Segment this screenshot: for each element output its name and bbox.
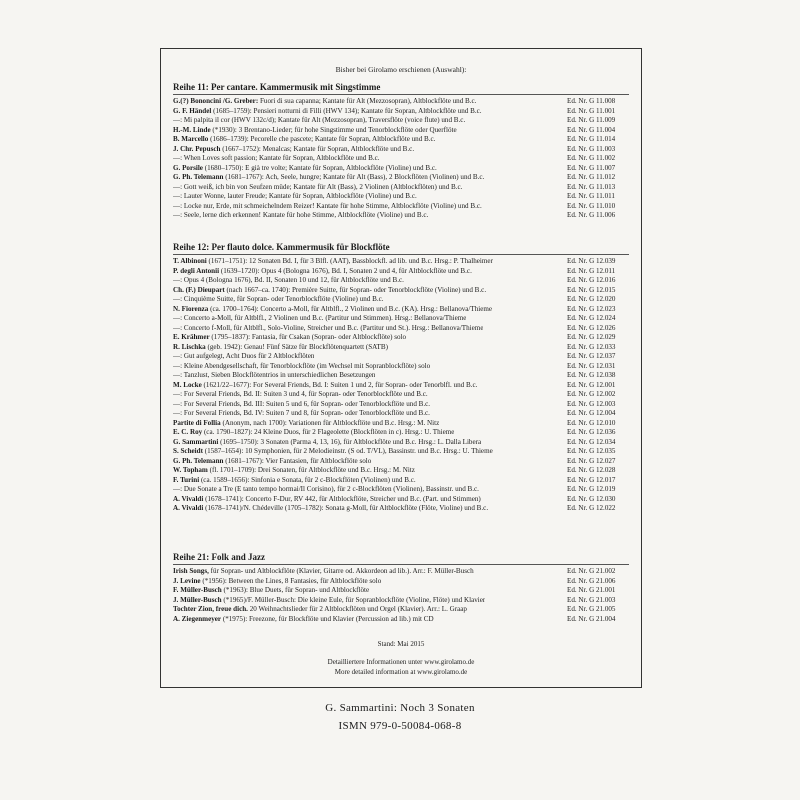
catalog-entry xyxy=(173,457,629,467)
entry-text: (1587–1654): 10 Symphonien, für 2 Melodieinstr. (S od. T/VL), Bassinstr. und B.c. Hrsg.: U. Thieme xyxy=(202,447,493,455)
entry-text: (1680–1750): E già tre volte; Kantate für Sopran, Altblockflöte (Violine) und B.c. xyxy=(202,163,437,172)
entry-text: —: Kleine Abendgesellschaft, für Tenorblockflöte (im Wechsel mit Sopranblockflöte) solo xyxy=(173,361,431,370)
catalog-entry xyxy=(173,173,629,183)
entry-text: (*1963): Blue Duets, für Sopran- und Altblockflöte xyxy=(221,586,370,594)
catalog-entry xyxy=(173,333,629,343)
entry-description xyxy=(173,428,454,438)
entry-description xyxy=(173,476,416,486)
edition-number: Ed. Nr. G 12.036 xyxy=(567,428,616,436)
entry-composer: M. Locke xyxy=(173,380,202,389)
catalog-entry xyxy=(173,485,629,495)
entry-text: (1681–1767): Ach, Seele, hungre; Kantate für Alt (Bass), 2 Blockflöten (Violinen) und B.c. xyxy=(223,173,485,181)
catalog-entry xyxy=(173,343,629,353)
entry-description xyxy=(173,466,415,476)
entry-description xyxy=(173,485,479,495)
entry-description xyxy=(173,154,380,164)
edition-number: Ed. Nr. G 12.034 xyxy=(567,437,616,446)
section-divider xyxy=(173,94,629,95)
entry-composer: E. C. Roy xyxy=(173,428,203,436)
catalog-entry xyxy=(173,135,629,145)
entry-composer: E. Krähmer xyxy=(173,333,210,341)
edition-number: Ed. Nr. G 12.038 xyxy=(567,371,616,379)
entry-description xyxy=(173,596,485,606)
entry-text: (1685–1759): Pensieri notturni di Filli (HWV 134); Kantate für Sopran, Altblockflöte und B.c. xyxy=(211,106,482,115)
entry-text: (ca. 1700–1764): Concerto a-Moll, für Altblfl., 2 Violinen und B.c. (KA). Hrsg.: Bellanova/Thieme xyxy=(208,304,493,313)
edition-number: Ed. Nr. G 12.035 xyxy=(567,447,616,455)
catalog-frame xyxy=(160,48,642,688)
edition-number: Ed. Nr. G 12.031 xyxy=(567,361,616,370)
entry-text: —: For Several Friends, Bd. III: Suiten 5 und 6, für Sopran- oder Tenorblockflöte und B.c. xyxy=(173,399,431,408)
entry-text: (fl. 1701–1709): Drei Sonaten, für Altblockflöte und B.c. Hrsg.: M. Nitz xyxy=(207,466,415,474)
intro-text: Bisher bei Girolamo erschienen (Auswahl): xyxy=(335,65,467,74)
edition-number: Ed. Nr. G 11.012 xyxy=(567,173,616,181)
entry-description xyxy=(173,352,314,362)
edition-number: Ed. Nr. G 12.016 xyxy=(567,276,616,284)
entry-description xyxy=(173,295,384,305)
edition-number: Ed. Nr. G 11.013 xyxy=(567,182,616,191)
catalog-entry xyxy=(173,371,629,381)
catalog-entry xyxy=(173,286,629,296)
entry-description xyxy=(173,211,428,221)
edition-number: Ed. Nr. G 12.019 xyxy=(567,485,616,493)
entry-composer: T. Albinoni xyxy=(173,257,207,265)
catalog-entry xyxy=(173,295,629,305)
entry-description xyxy=(173,371,375,381)
section-title: Reihe 21: Folk and Jazz xyxy=(173,552,265,562)
catalog-entry xyxy=(173,164,629,174)
catalog-entry xyxy=(173,97,629,107)
catalog-entry xyxy=(173,257,629,267)
edition-number: Ed. Nr. G 12.022 xyxy=(567,504,616,512)
footer-ismn: ISMN 979-0-50084-068-8 xyxy=(338,720,462,732)
entry-description xyxy=(173,362,430,372)
entry-description xyxy=(173,567,474,577)
entry-composer: P. degli Antonii xyxy=(173,266,220,275)
entry-composer: H.-M. Linde xyxy=(173,125,211,134)
entry-text: (1667–1752): Menalcas; Kantate für Sopran, Altblockflöte und B.c. xyxy=(220,144,415,153)
edition-number: Ed. Nr. G 21.004 xyxy=(567,614,616,623)
entry-description xyxy=(173,116,465,126)
catalog-entry xyxy=(173,324,629,334)
entry-composer: G. Ph. Telemann xyxy=(173,456,224,465)
entry-description xyxy=(173,107,482,117)
entry-description xyxy=(173,381,477,391)
entry-description xyxy=(173,126,457,136)
entry-text: (1678–1741): Concerto F-Dur, RV 442, für Altblockflöte, Streicher und B.c. (Part. und Stimmen) xyxy=(203,494,481,503)
more-info xyxy=(161,657,641,677)
section-reihe-11 xyxy=(173,81,629,221)
entry-text: (*1965)/F. Müller-Busch: Die kleine Eule, für Sopranblockflöte (Violine, Flöte) und Klavier xyxy=(221,595,486,604)
entry-text: (1695–1750): 3 Sonaten (Parma 4, 13, 16), für Altblockflöte und B.c. Hrsg.: L. Dalla Libera xyxy=(218,437,482,446)
edition-number: Ed. Nr. G 12.028 xyxy=(567,466,616,474)
entry-description xyxy=(173,605,467,615)
edition-number: Ed. Nr. G 11.014 xyxy=(567,135,616,143)
entry-text: Fuori di sua capanna; Kantate für Alt (Mezzosopran), Altblockflöte und B.c. xyxy=(258,97,477,105)
catalog-entry xyxy=(173,596,629,606)
entry-description xyxy=(173,586,369,596)
entry-text: —: Concerto f-Moll, für Altblfl., Solo-Violine, Streicher und B.c. (Partitur und St.). Hrsg.: Bellanova/Thieme xyxy=(173,323,484,332)
catalog-entry xyxy=(173,107,629,117)
catalog-entry xyxy=(173,202,629,212)
entry-text: (ca. 1589–1656): Sinfonia e Sonata, für 2 c-Blockflöten (Violinen) und B.c. xyxy=(199,475,416,484)
entry-description xyxy=(173,577,381,587)
edition-number: Ed. Nr. G 11.009 xyxy=(567,116,616,124)
entry-description xyxy=(173,390,428,400)
edition-number: Ed. Nr. G 21.002 xyxy=(567,567,616,575)
catalog-entry xyxy=(173,466,629,476)
catalog-entry xyxy=(173,605,629,615)
edition-number: Ed. Nr. G 12.037 xyxy=(567,352,616,360)
entry-description xyxy=(173,324,483,334)
entry-composer: B. Marcello xyxy=(173,135,209,143)
entry-text: (1639–1720): Opus 4 (Bologna 1676), Bd. I, Sonaten 2 und 4, für Altblockflöte und B.c. xyxy=(219,266,472,275)
entry-description xyxy=(173,97,476,107)
edition-number: Ed. Nr. G 21.003 xyxy=(567,595,616,604)
entry-description xyxy=(173,286,486,296)
entry-text: (1681–1767): Vier Fantasien, für Altblockflöte solo xyxy=(223,456,372,465)
catalog-entry xyxy=(173,362,629,372)
entry-description xyxy=(173,447,493,457)
entry-description xyxy=(173,419,439,429)
catalog-entry xyxy=(173,126,629,136)
edition-number: Ed. Nr. G 21.005 xyxy=(567,605,616,613)
edition-number: Ed. Nr. G 11.004 xyxy=(567,125,616,134)
entry-composer: J. Müller-Busch xyxy=(173,595,222,604)
entry-text: 20 Weihnachtslieder für 2 Altblockflöten und Orgel (Klavier). Arr.: L. Graap xyxy=(247,605,467,613)
edition-number: Ed. Nr. G 11.003 xyxy=(567,144,616,153)
entry-description xyxy=(173,173,484,183)
entry-text: —: Lauter Wonne, lauter Freude; Kantate für Sopran, Altblockflöte (Violine) und B.c. xyxy=(173,192,417,200)
entry-composer: A. Vivaldi xyxy=(173,494,204,503)
entry-composer: N. Fiorenza xyxy=(173,304,209,313)
entry-description xyxy=(173,276,404,286)
entry-composer: W. Topham xyxy=(173,466,208,474)
catalog-entry xyxy=(173,419,629,429)
edition-number: Ed. Nr. G 12.011 xyxy=(567,266,616,275)
entry-composer: A. Ziegenmeyer xyxy=(173,614,222,623)
edition-number: Ed. Nr. G 12.029 xyxy=(567,333,616,341)
edition-number: Ed. Nr. G 11.011 xyxy=(567,192,615,200)
edition-number: Ed. Nr. G 11.007 xyxy=(567,163,616,172)
entry-text: —: For Several Friends, Bd. II: Suiten 3 und 4, für Sopran- oder Tenorblockflöte und B.c. xyxy=(173,390,428,398)
entry-composer: A. Vivaldi xyxy=(173,504,204,512)
section-divider xyxy=(173,564,629,565)
entry-text: (Anonym, nach 1700): Variationen für Altblockflöte und B.c. Hrsg.: M. Nitz xyxy=(220,418,440,427)
entry-description xyxy=(173,495,481,505)
catalog-entry xyxy=(173,314,629,324)
edition-number: Ed. Nr. G 21.006 xyxy=(567,576,616,585)
edition-number: Ed. Nr. G 12.002 xyxy=(567,390,616,398)
edition-number: Ed. Nr. G 11.010 xyxy=(567,201,616,210)
edition-number: Ed. Nr. G 12.004 xyxy=(567,409,616,417)
edition-number: Ed. Nr. G 12.001 xyxy=(567,380,616,389)
catalog-entry xyxy=(173,381,629,391)
more-info-en: More detailed information at www.girolamo.de xyxy=(334,668,468,676)
entry-text: —: Opus 4 (Bologna 1676), Bd. II, Sonaten 10 und 12, für Altblockflöte und B.c. xyxy=(173,276,404,284)
edition-number: Ed. Nr. G 12.039 xyxy=(567,257,616,265)
edition-number: Ed. Nr. G 11.008 xyxy=(567,97,616,105)
catalog-entry xyxy=(173,615,629,625)
catalog-entry xyxy=(173,400,629,410)
section-title: Reihe 11: Per cantare. Kammermusik mit Singstimme xyxy=(173,82,381,92)
entry-composer: F. Müller-Busch xyxy=(173,586,222,594)
catalog-entry xyxy=(173,438,629,448)
entry-description xyxy=(173,409,430,419)
edition-number: Ed. Nr. G 21.001 xyxy=(567,586,616,594)
edition-number: Ed. Nr. G 12.010 xyxy=(567,418,616,427)
entry-description xyxy=(173,192,417,202)
entry-text: —: Tanzlust, Sieben Blockflötentrios in unterschiedlichen Besetzungen xyxy=(173,371,376,379)
catalog-entry xyxy=(173,183,629,193)
entry-description xyxy=(173,267,472,277)
entry-text: —: When Loves soft passion; Kantate für Sopran, Altblockflöte und B.c. xyxy=(173,154,380,162)
section-title: Reihe 12: Per flauto dolce. Kammermusik für Blockflöte xyxy=(173,242,390,252)
entry-text: (1678–1741)/N. Chédeville (1705–1782): Sonata g-Moll, für Altblockflöte (Flöte, Violine) und B.c. xyxy=(203,504,489,512)
entry-composer: S. Scheidt xyxy=(173,447,203,455)
catalog-entry xyxy=(173,476,629,486)
catalog-entry xyxy=(173,267,629,277)
entry-composer: Ch. (F.) Dieupart xyxy=(173,285,225,294)
entry-text: (1795–1837): Fantasia, für Csakan (Sopran- oder Altblockflöte) solo xyxy=(209,333,407,341)
entry-description xyxy=(173,135,435,145)
section-divider xyxy=(173,254,629,255)
entry-text: (1671–1751): 12 Sonaten Bd. I, für 3 Blfl. (AAT), Bassblockfl. ad lib. und B.c. Hrsg.: P. Thalheimer xyxy=(206,257,493,265)
edition-number: Ed. Nr. G 12.023 xyxy=(567,304,616,313)
edition-number: Ed. Nr. G 11.001 xyxy=(567,106,616,115)
edition-number: Ed. Nr. G 12.024 xyxy=(567,314,616,322)
edition-number: Ed. Nr. G 12.015 xyxy=(567,285,616,294)
catalog-entry xyxy=(173,305,629,315)
entry-composer: G. Sammartini xyxy=(173,437,219,446)
edition-number: Ed. Nr. G 12.020 xyxy=(567,295,616,303)
entry-description xyxy=(173,343,388,353)
entry-description xyxy=(173,615,434,625)
entry-description xyxy=(173,504,488,514)
entry-text: (nach 1667–ca. 1740): Première Suitte, für Sopran- oder Tenorblockflöte (Violine) und B.c. xyxy=(224,285,487,294)
edition-number: Ed. Nr. G 11.006 xyxy=(567,211,616,219)
catalog-entry xyxy=(173,495,629,505)
entry-text: (geb. 1942): Genau! Fünf Sätze für Blockflötenquartett (SATB) xyxy=(205,342,388,351)
edition-number: Ed. Nr. G 11.002 xyxy=(567,154,616,162)
entry-composer: J. Chr. Pepusch xyxy=(173,144,221,153)
entry-composer: F. Turini xyxy=(173,475,200,484)
catalog-entry xyxy=(173,504,629,514)
entry-description xyxy=(173,305,492,315)
entry-description xyxy=(173,333,406,343)
entry-text: —: Seele, lerne dich erkennen! Kantate für hohe Stimme, Altblockflöte (Violine) und B.c. xyxy=(173,211,429,219)
entry-description xyxy=(173,438,481,448)
entry-text: (*1956): Between the Lines, 8 Fantasies, für Altblockflöte solo xyxy=(200,576,382,585)
catalog-entry xyxy=(173,586,629,596)
catalog-entry xyxy=(173,276,629,286)
catalog-entry xyxy=(173,567,629,577)
entry-description xyxy=(173,457,371,467)
entry-composer: G. Porsile xyxy=(173,163,203,172)
footer-title: G. Sammartini: Noch 3 Sonaten xyxy=(325,702,475,714)
entry-text: —: Cinquième Suitte, für Sopran- oder Tenorblockflöte (Violine) und B.c. xyxy=(173,295,384,303)
catalog-entry xyxy=(173,428,629,438)
entry-text: —: Gut aufgelegt, Acht Duos für 2 Altblockflöten xyxy=(173,352,315,360)
edition-number: Ed. Nr. G 12.026 xyxy=(567,323,616,332)
catalog-entry xyxy=(173,154,629,164)
entry-composer: G. Ph. Telemann xyxy=(173,173,224,181)
edition-number: Ed. Nr. G 12.033 xyxy=(567,342,616,351)
entry-composer: G.(?) Bononcini /G. Greber: xyxy=(173,97,259,105)
entry-composer: Irish Songs, xyxy=(173,567,209,575)
catalog-entry xyxy=(173,447,629,457)
edition-number: Ed. Nr. G 12.030 xyxy=(567,494,616,503)
entry-text: (*1930): 3 Brentano-Lieder; für hohe Singstimme und Tenorblockflöte oder Querflöte xyxy=(210,125,457,134)
entry-description xyxy=(173,183,462,193)
entry-text: —: Locke nur, Erde, mit schmeichelndem Reizer! Kantate für hohe Stimme, Altblockflöte (Violine) und B.c. xyxy=(173,201,482,210)
entry-text: —: Gott weiß, ich bin von Seufzen müde; Kantate für Alt (Bass), 2 Violinen (Altblockflöten) und B.c. xyxy=(173,182,463,191)
entry-text: (*1975): Freezone, für Blockflöte und Klavier (Percussion ad lib.) mit CD xyxy=(221,614,434,623)
entry-text: (1686–1739): Pecorelle che pascete; Kantate für Sopran, Altblockflöte und B.c. xyxy=(208,135,436,143)
catalog-entry xyxy=(173,409,629,419)
edition-number: Ed. Nr. G 12.027 xyxy=(567,456,616,465)
more-info-de: Detailliertere Informationen unter www.girolamo.de xyxy=(327,658,475,666)
catalog-entry xyxy=(173,192,629,202)
catalog-entry xyxy=(173,145,629,155)
entry-text: (1621/22–1677): For Several Friends, Bd. I: Suiten 1 und 2, für Sopran- oder Tenorblfl. und B.c. xyxy=(201,380,478,389)
entry-description xyxy=(173,164,437,174)
entry-description xyxy=(173,202,482,212)
catalog-entry xyxy=(173,352,629,362)
entry-description xyxy=(173,314,466,324)
entry-composer: R. Lischka xyxy=(173,342,206,351)
entry-text: —: Mi palpita il cor (HWV 132c/d); Kantate für Alt (Mezzosopran), Traversflöte (voice flute) und B.c. xyxy=(173,116,466,124)
section-reihe-21 xyxy=(173,551,629,624)
entry-description xyxy=(173,145,414,155)
section-reihe-12 xyxy=(173,241,629,514)
entry-composer: G. F. Händel xyxy=(173,106,212,115)
entry-text: —: Concerto a-Moll, für Altblfl., 2 Violinen und B.c. (Partitur und Stimmen). Hrsg.: Bellanova/Thieme xyxy=(173,314,467,322)
edition-number: Ed. Nr. G 12.003 xyxy=(567,399,616,408)
entry-composer: J. Levine xyxy=(173,576,201,585)
catalog-entry xyxy=(173,116,629,126)
entry-description xyxy=(173,400,430,410)
catalog-entry xyxy=(173,577,629,587)
stand-date: Stand: Mai 2015 xyxy=(377,640,425,648)
catalog-entry xyxy=(173,211,629,221)
entry-description xyxy=(173,257,493,267)
entry-text: —: Due Sonate a Tre (E tanto tempo hormai/Il Corisino), für 2 c-Blockflöten (Violinen), Bassinstr. und B.c. xyxy=(173,485,479,493)
edition-number: Ed. Nr. G 12.017 xyxy=(567,475,616,484)
catalog-entry xyxy=(173,390,629,400)
entry-text: —: For Several Friends, Bd. IV: Suiten 7 und 8, für Sopran- oder Tenorblockflöte und B.c. xyxy=(173,409,430,417)
entry-text: (ca. 1790–1827): 24 Kleine Duos, für 2 Flageolette (Blockflöten in c). Hrsg.: U. Thieme xyxy=(202,428,455,436)
entry-composer: Tochter Zion, freue dich. xyxy=(173,605,248,613)
entry-composer: Partite di Follia xyxy=(173,418,221,427)
entry-text: für Sopran- und Altblockflöte (Klavier, Gitarre od. Akkordeon ad lib.). Arr.: F. Müller-Busch xyxy=(208,567,474,575)
